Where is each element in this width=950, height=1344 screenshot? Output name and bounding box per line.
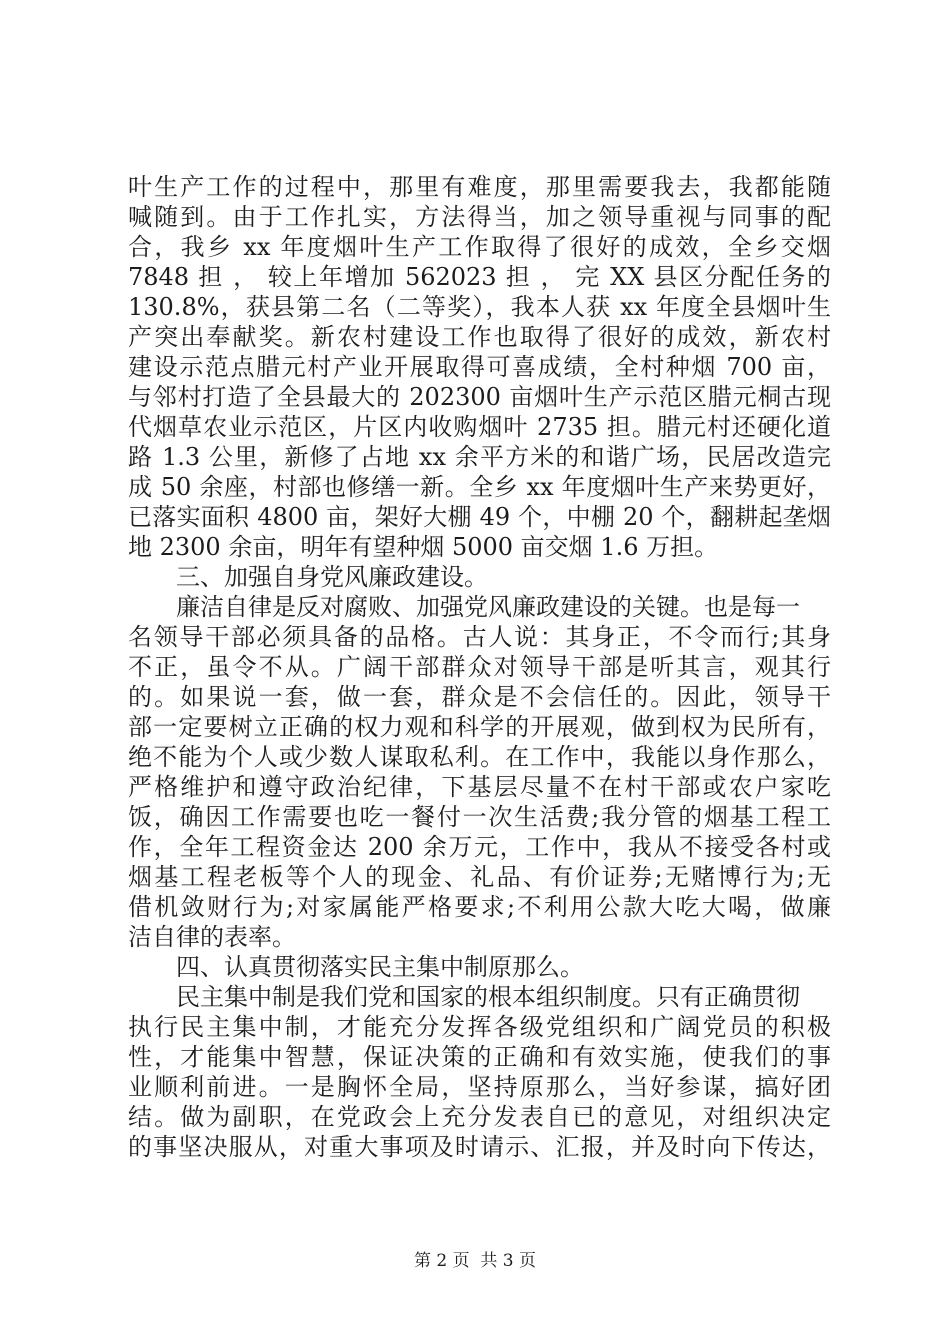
text-line: 名领导干部必须具备的品格。古人说：其身正，不令而行;其身 xyxy=(128,623,831,651)
text-line: 的事坚决服从，对重大事项及时请示、汇报，并及时向下传达， xyxy=(128,1133,831,1161)
text-line: 成 50 余座，村部也修缮一新。全乡 xx 年度烟叶生产来势更好， xyxy=(128,473,831,501)
text-line: 洁自律的表率。 xyxy=(128,923,296,951)
text-line: 130.8%，获县第二名（二等奖），我本人获 xx 年度全县烟叶生 xyxy=(128,293,831,321)
text-line: 部一定要树立正确的权力观和科学的开展观，做到权为民所有， xyxy=(128,713,831,741)
text-line: 与邻村打造了全县最大的 202300 亩烟叶生产示范区腊元桐古现 xyxy=(128,383,831,411)
body-text xyxy=(128,172,831,1162)
text-line: 饭，确因工作需要也吃一餐付一次生活费;我分管的烟基工程工 xyxy=(128,803,831,831)
text-line: 合，我乡 xx 年度烟叶生产工作取得了很好的成效，全乡交烟 xyxy=(128,233,831,261)
text-line: 烟基工程老板等个人的现金、礼品、有价证券;无赌博行为;无 xyxy=(128,863,831,891)
text-line: 结。做为副职，在党政会上充分发表自已的意见，对组织决定 xyxy=(128,1103,831,1131)
page-number-footer: 第 2 页 共 3 页 xyxy=(413,1251,537,1271)
text-line: 路 1.3 公里，新修了占地 xx 余平方米的和谐广场，民居改造完 xyxy=(128,443,831,471)
text-line: 业顺利前进。一是胸怀全局，坚持原那么，当好参谋，搞好团 xyxy=(128,1073,831,1101)
text-line: 产突出奉献奖。新农村建设工作也取得了很好的成效，新农村 xyxy=(128,323,831,351)
text-line: 代烟草农业示范区，片区内收购烟叶 2735 担。腊元村还硬化道 xyxy=(128,413,831,441)
section-heading: 四、认真贯彻落实民主集中制原那么。 xyxy=(176,953,584,981)
text-line: 借机敛财行为;对家属能严格要求;不利用公款大吃大喝，做廉 xyxy=(128,893,831,921)
text-line: 廉洁自律是反对腐败、加强党风廉政建设的关键。也是每一 xyxy=(176,593,800,621)
text-line: 建设示范点腊元村产业开展取得可喜成绩，全村种烟 700 亩， xyxy=(128,353,831,381)
text-line: 的。如果说一套，做一套，群众是不会信任的。因此，领导干 xyxy=(128,683,831,711)
text-line: 民主集中制是我们党和国家的根本组织制度。只有正确贯彻 xyxy=(176,983,800,1011)
text-line: 绝不能为个人或少数人谋取私利。在工作中，我能以身作那么， xyxy=(128,743,831,771)
section-heading: 三、加强自身党风廉政建设。 xyxy=(176,563,488,591)
text-line: 严格维护和遵守政治纪律，下基层尽量不在村干部或农户家吃 xyxy=(128,773,831,801)
text-line: 叶生产工作的过程中，那里有难度，那里需要我去，我都能随 xyxy=(128,173,831,201)
text-line: 作，全年工程资金达 200 余万元，工作中，我从不接受各村或 xyxy=(128,833,831,861)
text-line: 执行民主集中制，才能充分发挥各级党组织和广阔党员的积极 xyxy=(128,1013,831,1041)
text-line: 已落实面积 4800 亩，架好大棚 49 个，中棚 20 个，翻耕起垄烟 xyxy=(128,503,831,531)
text-line: 7848 担 ， 较上年增加 562023 担 ， 完 XX 县区分配任务的 xyxy=(128,263,831,291)
text-line: 地 2300 余亩，明年有望种烟 5000 亩交烟 1.6 万担。 xyxy=(128,533,719,561)
text-line: 喊随到。由于工作扎实，方法得当，加之领导重视与同事的配 xyxy=(128,203,831,231)
text-line: 不正，虽令不从。广阔干部群众对领导干部是听其言，观其行 xyxy=(128,653,831,681)
text-line: 性，才能集中智慧，保证决策的正确和有效实施，使我们的事 xyxy=(128,1043,831,1071)
